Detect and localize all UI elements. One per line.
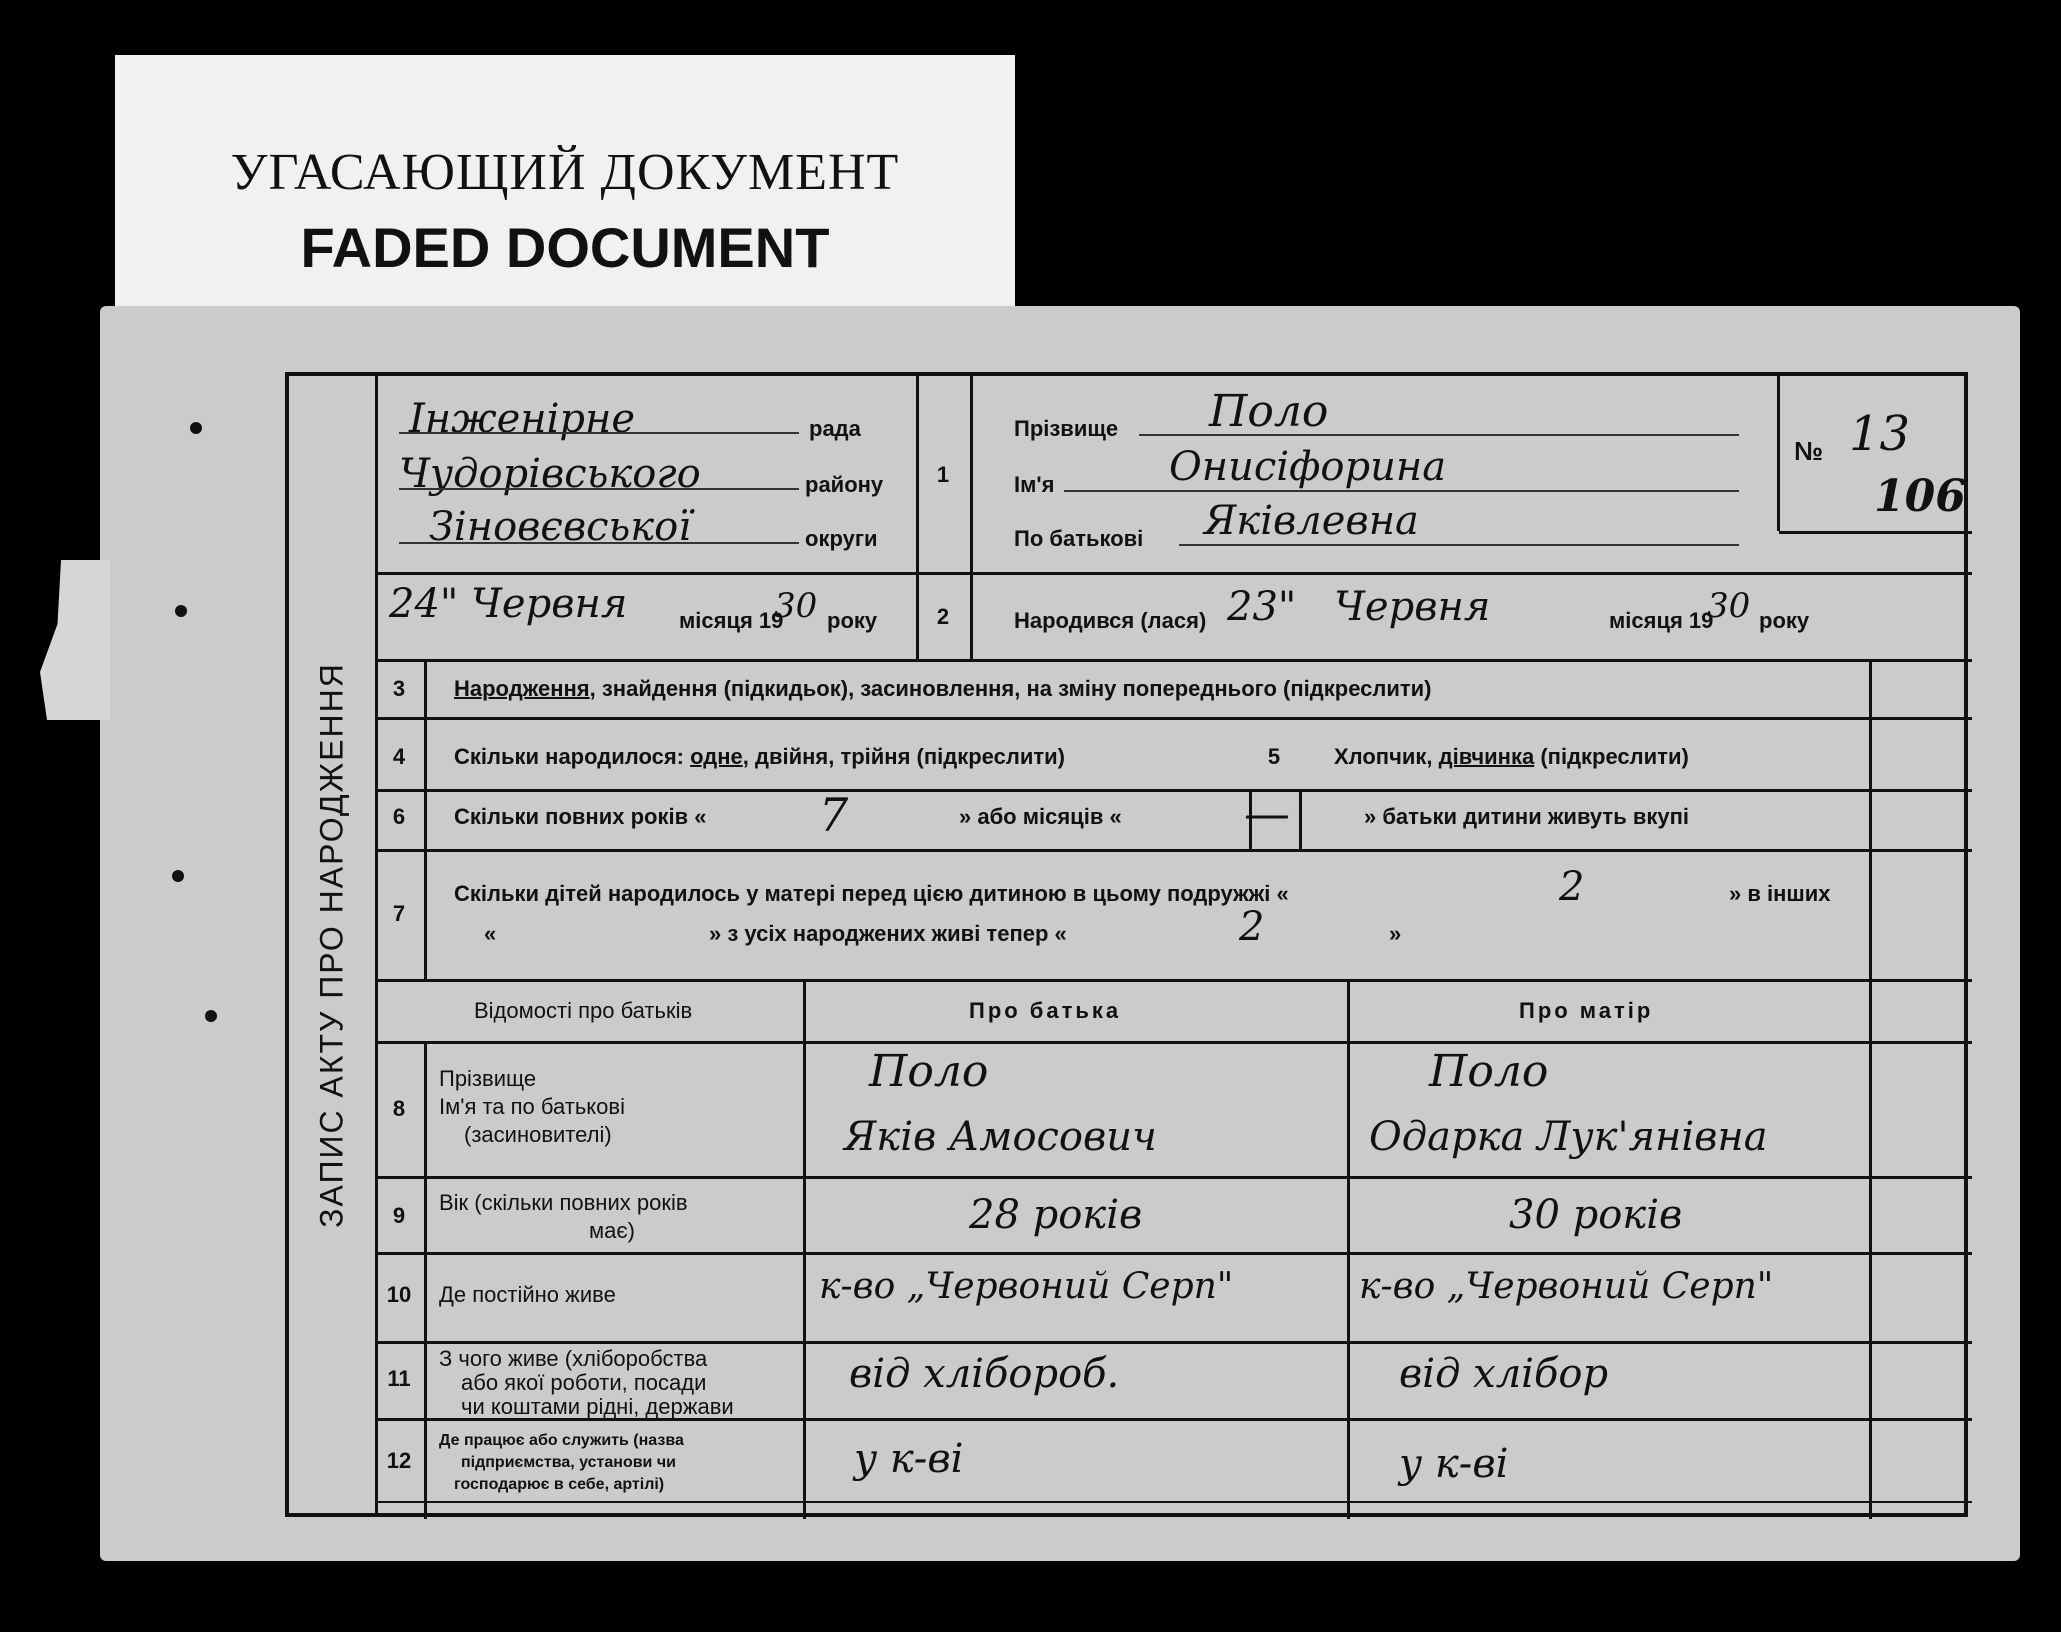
mother-header: Про матір bbox=[1519, 998, 1654, 1023]
row-number: 1 bbox=[936, 462, 950, 487]
row5-rest: (підкреслити) bbox=[1534, 744, 1689, 769]
row7-line2c: » bbox=[1389, 921, 1402, 946]
row4-pre: Скільки народилося: bbox=[454, 744, 691, 769]
row7-line1b: » в інших bbox=[1729, 881, 1831, 906]
mother-workplace: у к-ві bbox=[1399, 1441, 1509, 1487]
name-label: Ім'я bbox=[1014, 472, 1055, 497]
mother-residence: к-во „Червоний Серп" bbox=[1359, 1266, 1774, 1307]
binding-hole bbox=[175, 605, 187, 617]
rada-value: Інженірне bbox=[409, 396, 636, 442]
row-number: 7 bbox=[392, 901, 406, 926]
row3-underlined: Народження bbox=[454, 676, 590, 701]
raion-label: району bbox=[805, 472, 884, 497]
row6-months-value: — bbox=[1244, 786, 1290, 840]
row4-rest: , двійня, трійня (підкреслити) bbox=[742, 744, 1065, 769]
rada-label: рада bbox=[809, 416, 861, 441]
child-name: Онисіфорина bbox=[1169, 444, 1447, 490]
row7-line2a: « bbox=[484, 921, 497, 946]
row6-part2: » або місяців « bbox=[959, 804, 1122, 829]
row8-label-1: Прізвище bbox=[439, 1066, 537, 1091]
row6-part1: Скільки повних років « bbox=[454, 804, 707, 829]
birth-day: 23" bbox=[1227, 584, 1297, 630]
birth-record-form bbox=[285, 372, 1968, 1517]
row7-line2b: » з усіх народжених живі тепер « bbox=[709, 921, 1067, 946]
row5-underlined: дівчинка bbox=[1438, 744, 1535, 769]
record-year: 30 bbox=[774, 586, 818, 626]
surname-label: Прізвище bbox=[1014, 416, 1119, 441]
row4-text bbox=[454, 744, 1065, 770]
row11-label-2: або якої роботи, посади bbox=[461, 1370, 707, 1395]
record-number: 13 bbox=[1849, 406, 1911, 462]
birth-year: 30 bbox=[1707, 586, 1751, 626]
binding-hole bbox=[205, 1010, 217, 1022]
row-number: 3 bbox=[392, 676, 406, 701]
row-number: 2 bbox=[936, 604, 950, 629]
row12-label-1: Де працює або служить (назва bbox=[439, 1432, 684, 1449]
mother-name: Одарка Лук'янівна bbox=[1369, 1114, 1768, 1160]
father-occupation: від хлібороб. bbox=[849, 1351, 1120, 1397]
row9-label-1: Вік (скільки повних років bbox=[439, 1190, 688, 1215]
record-roku-label: року bbox=[827, 608, 878, 633]
binding-hole bbox=[172, 870, 184, 882]
row3-text bbox=[454, 676, 1432, 702]
binding-hole bbox=[190, 422, 202, 434]
row7-children-value: 2 bbox=[1559, 864, 1585, 910]
label-line-english: FADED DOCUMENT bbox=[300, 216, 830, 279]
father-workplace: у к-ві bbox=[854, 1436, 964, 1482]
record-month-label: місяця 19 bbox=[679, 608, 784, 633]
birth-roku-label: року bbox=[1759, 608, 1810, 633]
child-patronymic: Яківлевна bbox=[1204, 498, 1419, 544]
mother-surname: Поло bbox=[1429, 1046, 1549, 1097]
parents-info-header: Відомості про батьків bbox=[474, 998, 693, 1023]
row11-label-3: чи коштами рідні, держави bbox=[461, 1394, 734, 1419]
mother-age: 30 років bbox=[1509, 1192, 1683, 1238]
row5-text bbox=[1334, 744, 1689, 770]
row-number: 5 bbox=[1267, 744, 1281, 769]
row4-underlined: одне bbox=[690, 744, 743, 769]
row10-label: Де постійно живе bbox=[439, 1282, 616, 1307]
father-header: Про батька bbox=[969, 998, 1122, 1023]
row-number: 4 bbox=[392, 744, 406, 769]
row-number: 11 bbox=[387, 1366, 411, 1391]
record-number-secondary: 106 bbox=[1874, 471, 1966, 522]
form-title: ЗАПИС АКТУ ПРО НАРОДЖЕННЯ bbox=[313, 661, 350, 1228]
row8-label-3: (засиновителі) bbox=[464, 1122, 612, 1147]
row7-line1a: Скільки дітей народилось у матері перед цією дитиною в цьому подружжі « bbox=[454, 881, 1289, 906]
row-number: 9 bbox=[392, 1203, 406, 1228]
child-surname: Поло bbox=[1209, 386, 1329, 437]
side-title-column bbox=[289, 376, 378, 1513]
row11-label-1: З чого живе (хліборобства bbox=[439, 1346, 708, 1371]
father-surname: Поло bbox=[869, 1046, 989, 1097]
okrug-label: округи bbox=[805, 526, 878, 551]
row6-part3: » батьки дитини живуть вкупі bbox=[1364, 804, 1690, 829]
row9-label-2: має) bbox=[589, 1218, 635, 1243]
row-number: 10 bbox=[386, 1282, 412, 1307]
row12-label-2: підприємства, установи чи bbox=[461, 1454, 676, 1471]
label-line-russian: УГАСАЮЩИЙ ДОКУМЕНТ bbox=[230, 144, 900, 201]
torn-edge bbox=[40, 560, 110, 720]
row3-rest: , знайдення (підкидьок), засиновлення, на зміну попереднього (підкреслити) bbox=[589, 676, 1432, 701]
row-number: 12 bbox=[386, 1448, 412, 1473]
record-date: 24" Червня bbox=[389, 581, 628, 627]
row-number: 8 bbox=[392, 1096, 406, 1121]
row6-years-value: 7 bbox=[819, 788, 849, 842]
father-name: Яків Амосович bbox=[844, 1114, 1157, 1160]
faded-document-label bbox=[115, 55, 1015, 310]
okrug-value: Зіновєвської bbox=[429, 504, 692, 550]
mother-occupation: від хлібор bbox=[1399, 1351, 1609, 1397]
row7-alive-value: 2 bbox=[1239, 904, 1265, 950]
patronymic-label: По батькові bbox=[1014, 526, 1144, 551]
birth-month: Червня bbox=[1334, 584, 1491, 630]
row12-label-3: господарює в себе, артілі) bbox=[454, 1476, 665, 1493]
father-age: 28 років bbox=[969, 1192, 1143, 1238]
raion-value: Чудорівського bbox=[399, 451, 701, 497]
row5-pre: Хлопчик, bbox=[1334, 744, 1439, 769]
row-number: 6 bbox=[392, 804, 406, 829]
row8-label-2: Ім'я та по батькові bbox=[439, 1094, 625, 1119]
born-label: Народився (лася) bbox=[1014, 608, 1207, 633]
birth-month-label: місяця 19 bbox=[1609, 608, 1714, 633]
father-residence: к-во „Червоний Серп" bbox=[819, 1266, 1234, 1307]
number-label: № bbox=[1794, 436, 1823, 466]
